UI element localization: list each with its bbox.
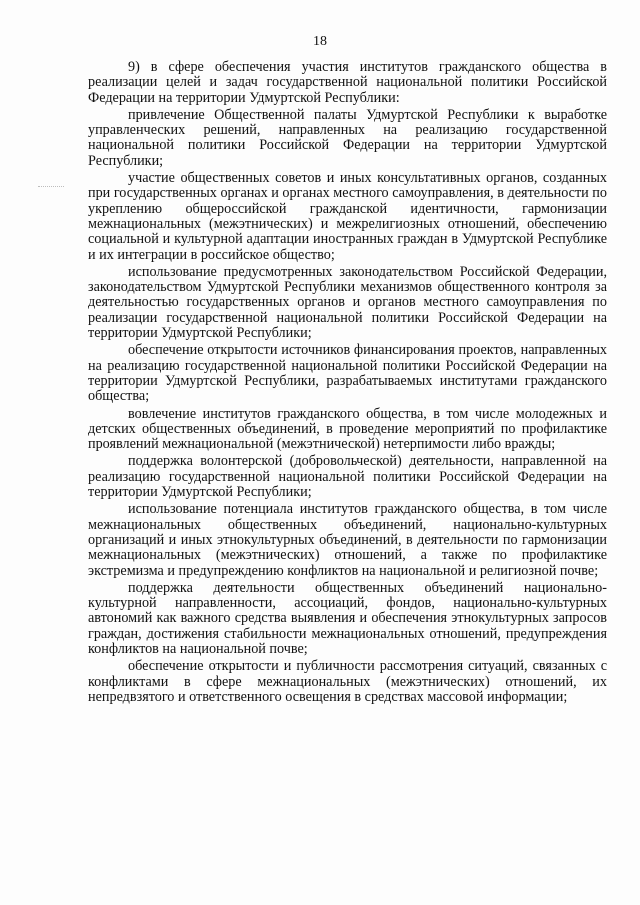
- page-number: 18: [313, 34, 327, 49]
- paragraph-section-9-heading: 9) в сфере обеспечения участия институтов гражданского общества в реализации целей и задач государственной национальной политики Российской Федерации на территории Удмуртской Республики:: [88, 59, 607, 106]
- document-body: [88, 60, 607, 707]
- paragraph-civil-society-potential: использование потенциала институтов гражданского общества, в том числе межнациональных общественных объединений, национально-культурных организаций и иных этнокультурных объединений, в деятельности по гармонизации межнациональных (межэтнических) отношений, а также по профилактике экстремизма и предупреждению конфликтов на национальной и религиозной почве;: [88, 501, 607, 579]
- paragraph-public-control: использование предусмотренных законодательством Российской Федерации, законодательством Удмуртской Республики механизмов общественного контроля за деятельностью государственных органов и органов местного самоуправления по реализации государственной национальной политики Российской Федерации на территории Удмуртской Республики;: [88, 263, 607, 342]
- paragraph-youth-involvement: вовлечение институтов гражданского общества, в том числе молодежных и детских общественных объединений, в проведение мероприятий по профилактике проявлений межнациональной (межэтнической) нетерпимости либо вражды;: [88, 405, 607, 453]
- paragraph-public-councils: участие общественных советов и иных консультативных органов, созданных при государственных органах и органах местного самоуправления, в деятельности по укреплению общероссийской гражданской идентичности, гармонизации межнациональных (межэтнических) и межрелигиозных отношений, обеспечению социальной и культурной адаптации иностранных граждан в Удмуртской Республике и их интеграции в российское общество;: [88, 170, 607, 263]
- paragraph-conflict-transparency: обеспечение открытости и публичности рассмотрения ситуаций, связанных с конфликтами в сфере межнациональных (межэтнических) отношений, их непредвзятого и ответственного освещения в средствах массовой информации;: [88, 658, 607, 705]
- paragraph-public-chamber: привлечение Общественной палаты Удмуртской Республики к выработке управленческих решений, направленных на реализацию государственной национальной политики Российской Федерации на территории Удмуртской Республики;: [88, 106, 607, 169]
- paragraph-volunteer-support: поддержка волонтерской (добровольческой) деятельности, направленной на реализацию государственной национальной политики Российской Федерации на территории Удмуртской Республики;: [88, 453, 607, 501]
- paragraph-cultural-associations: поддержка деятельности общественных объединений национально-культурной направленности, ассоциаций, фондов, национально-культурных автономий как важного средства выявления и обеспечения этнокультурных запросов граждан, достижения стабильности межнациональных отношений, предупреждения конфликтов на национальной почве;: [88, 579, 607, 657]
- paragraph-funding-transparency: обеспечение открытости источников финансирования проектов, направленных на реализацию государственной национальной политики Российской Федерации на территории Удмуртской Республики, разрабатываемых институтами гражданского общества;: [88, 342, 607, 405]
- margin-mark: [38, 186, 64, 187]
